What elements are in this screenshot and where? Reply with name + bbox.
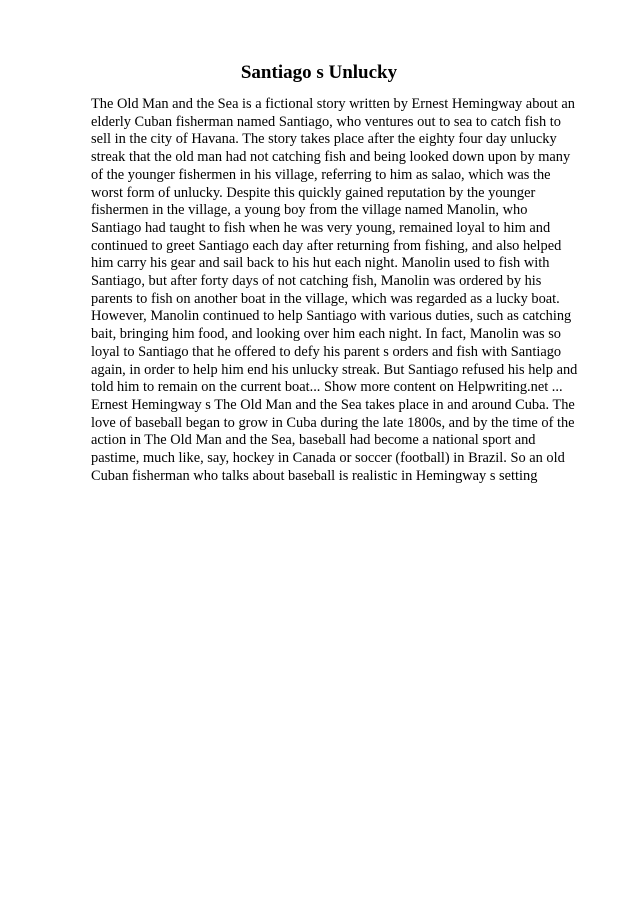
body-line: of the younger fishermen in his village, referring to him as salao, which was the bbox=[91, 166, 551, 183]
body-line: him carry his gear and sail back to his hut each night. Manolin used to fish with bbox=[91, 255, 550, 272]
body-line: Ernest Hemingway s The Old Man and the Sea takes place in and around Cuba. The bbox=[91, 396, 575, 413]
body-line: parents to fish on another boat in the village, which was regarded as a lucky boat. bbox=[91, 290, 560, 307]
body-line: action in The Old Man and the Sea, baseball had become a national sport and bbox=[91, 432, 536, 449]
body-line: Cuban fisherman who talks about baseball is realistic in Hemingway s setting bbox=[91, 467, 538, 484]
body-line: told him to remain on the current boat... Show more content on Helpwriting.net ... bbox=[91, 379, 563, 396]
body-line: continued to greet Santiago each day after returning from fishing, and also helped bbox=[91, 237, 562, 254]
body-line: bait, bringing him food, and looking over him each night. In fact, Manolin was so bbox=[91, 326, 562, 343]
body-line: worst form of unlucky. Despite this quickly gained reputation by the younger bbox=[91, 184, 536, 201]
body-line: Santiago, but after forty days of not catching fish, Manolin was ordered by his bbox=[91, 273, 542, 290]
body-line: love of baseball began to grow in Cuba during the late 1800s, and by the time of the bbox=[91, 414, 575, 431]
body-line: However, Manolin continued to help Santiago with various duties, such as catching bbox=[91, 308, 572, 325]
body-line: fishermen in the village, a young boy from the village named Manolin, who bbox=[91, 202, 528, 219]
body-line: Santiago had taught to fish when he was very young, remained loyal to him and bbox=[91, 219, 551, 236]
document-body bbox=[91, 96, 578, 485]
body-line: pastime, much like, say, hockey in Canada or soccer (football) in Brazil. So an old bbox=[91, 450, 565, 467]
body-line: sell in the city of Havana. The story takes place after the eighty four day unlucky bbox=[91, 131, 557, 148]
body-line: again, in order to help him end his unlucky streak. But Santiago refused his help and bbox=[91, 361, 578, 378]
body-line: The Old Man and the Sea is a fictional story written by Ernest Hemingway about an bbox=[91, 96, 575, 112]
document-title: Santiago s Unlucky bbox=[240, 62, 398, 83]
body-line: streak that the old man had not catching fish and being looked down upon by many bbox=[91, 149, 571, 166]
body-line: loyal to Santiago that he offered to defy his parent s orders and fish with Santiago bbox=[91, 343, 562, 360]
body-line: elderly Cuban fisherman named Santiago, who ventures out to sea to catch fish to bbox=[91, 113, 561, 130]
